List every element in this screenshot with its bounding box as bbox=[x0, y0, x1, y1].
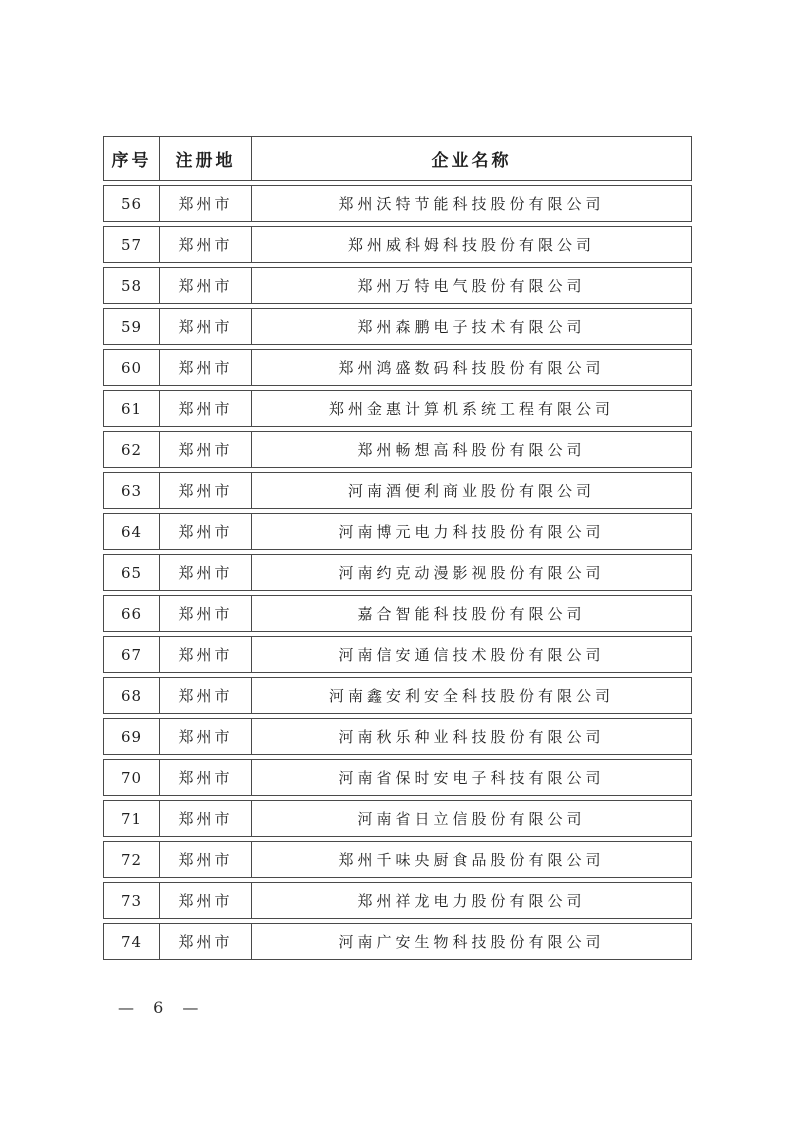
table-row bbox=[103, 841, 692, 878]
cell-location: 郑州市 bbox=[159, 350, 251, 385]
cell-location: 郑州市 bbox=[159, 514, 251, 549]
cell-name: 郑州万特电气股份有限公司 bbox=[251, 268, 691, 303]
cell-name: 郑州鸿盛数码科技股份有限公司 bbox=[251, 350, 691, 385]
cell-name: 郑州威科姆科技股份有限公司 bbox=[251, 227, 691, 262]
cell-no: 73 bbox=[120, 891, 143, 910]
cell-no: 68 bbox=[120, 686, 143, 705]
table-row bbox=[103, 882, 692, 919]
cell-name: 嘉合智能科技股份有限公司 bbox=[251, 596, 691, 631]
cell-name: 郑州沃特节能科技股份有限公司 bbox=[251, 186, 691, 221]
cell-name: 郑州畅想高科股份有限公司 bbox=[251, 432, 691, 467]
header-cell-location: 注册地 bbox=[159, 137, 251, 180]
cell-name: 郑州千味央厨食品股份有限公司 bbox=[251, 842, 691, 877]
table-row bbox=[103, 513, 692, 550]
cell-name: 河南秋乐种业科技股份有限公司 bbox=[251, 719, 691, 754]
cell-name: 河南省保时安电子科技有限公司 bbox=[251, 760, 691, 795]
page-number: — 6 — bbox=[118, 998, 201, 1017]
table-row bbox=[103, 308, 692, 345]
table-row bbox=[103, 677, 692, 714]
table-row bbox=[103, 759, 692, 796]
cell-no: 58 bbox=[120, 276, 143, 295]
cell-no: 60 bbox=[120, 358, 143, 377]
cell-name: 郑州金惠计算机系统工程有限公司 bbox=[251, 391, 691, 426]
cell-no: 67 bbox=[120, 645, 143, 664]
cell-name: 郑州森鹏电子技术有限公司 bbox=[251, 309, 691, 344]
cell-no: 66 bbox=[120, 604, 143, 623]
cell-no: 74 bbox=[120, 932, 143, 951]
cell-location: 郑州市 bbox=[159, 596, 251, 631]
cell-name: 河南广安生物科技股份有限公司 bbox=[251, 924, 691, 959]
cell-location: 郑州市 bbox=[159, 637, 251, 672]
table-row bbox=[103, 472, 692, 509]
table-header-row bbox=[103, 136, 692, 181]
cell-name: 河南鑫安利安全科技股份有限公司 bbox=[251, 678, 691, 713]
table-row bbox=[103, 800, 692, 837]
cell-no: 62 bbox=[120, 440, 143, 459]
cell-location: 郑州市 bbox=[159, 391, 251, 426]
table-row bbox=[103, 923, 692, 960]
table-row bbox=[103, 349, 692, 386]
table-row bbox=[103, 595, 692, 632]
cell-name: 河南省日立信股份有限公司 bbox=[251, 801, 691, 836]
header-cell-company-name: 企业名称 bbox=[251, 137, 691, 180]
cell-location: 郑州市 bbox=[159, 842, 251, 877]
cell-name: 河南信安通信技术股份有限公司 bbox=[251, 637, 691, 672]
table-body bbox=[103, 185, 692, 960]
cell-no: 59 bbox=[120, 317, 143, 336]
table-row bbox=[103, 267, 692, 304]
cell-location: 郑州市 bbox=[159, 473, 251, 508]
cell-location: 郑州市 bbox=[159, 227, 251, 262]
cell-location: 郑州市 bbox=[159, 555, 251, 590]
cell-location: 郑州市 bbox=[159, 309, 251, 344]
table-row bbox=[103, 718, 692, 755]
cell-name: 河南酒便利商业股份有限公司 bbox=[251, 473, 691, 508]
cell-no: 61 bbox=[120, 399, 143, 418]
cell-location: 郑州市 bbox=[159, 760, 251, 795]
cell-location: 郑州市 bbox=[159, 883, 251, 918]
cell-location: 郑州市 bbox=[159, 719, 251, 754]
cell-location: 郑州市 bbox=[159, 268, 251, 303]
cell-no: 70 bbox=[120, 768, 143, 787]
table-row bbox=[103, 554, 692, 591]
company-table bbox=[103, 136, 692, 964]
table-row bbox=[103, 185, 692, 222]
cell-no: 69 bbox=[120, 727, 143, 746]
cell-no: 72 bbox=[120, 850, 143, 869]
cell-name: 河南约克动漫影视股份有限公司 bbox=[251, 555, 691, 590]
cell-no: 65 bbox=[120, 563, 143, 582]
header-cell-no: 序号 bbox=[111, 151, 152, 171]
cell-no: 57 bbox=[120, 235, 143, 254]
cell-no: 63 bbox=[120, 481, 143, 500]
cell-location: 郑州市 bbox=[159, 924, 251, 959]
cell-location: 郑州市 bbox=[159, 678, 251, 713]
cell-no: 64 bbox=[120, 522, 143, 541]
cell-name: 河南博元电力科技股份有限公司 bbox=[251, 514, 691, 549]
cell-name: 郑州祥龙电力股份有限公司 bbox=[251, 883, 691, 918]
table-row bbox=[103, 390, 692, 427]
cell-no: 71 bbox=[120, 809, 143, 828]
table-row bbox=[103, 226, 692, 263]
table-row bbox=[103, 636, 692, 673]
cell-no: 56 bbox=[120, 194, 143, 213]
cell-location: 郑州市 bbox=[159, 432, 251, 467]
cell-location: 郑州市 bbox=[159, 186, 251, 221]
cell-location: 郑州市 bbox=[159, 801, 251, 836]
table-row bbox=[103, 431, 692, 468]
